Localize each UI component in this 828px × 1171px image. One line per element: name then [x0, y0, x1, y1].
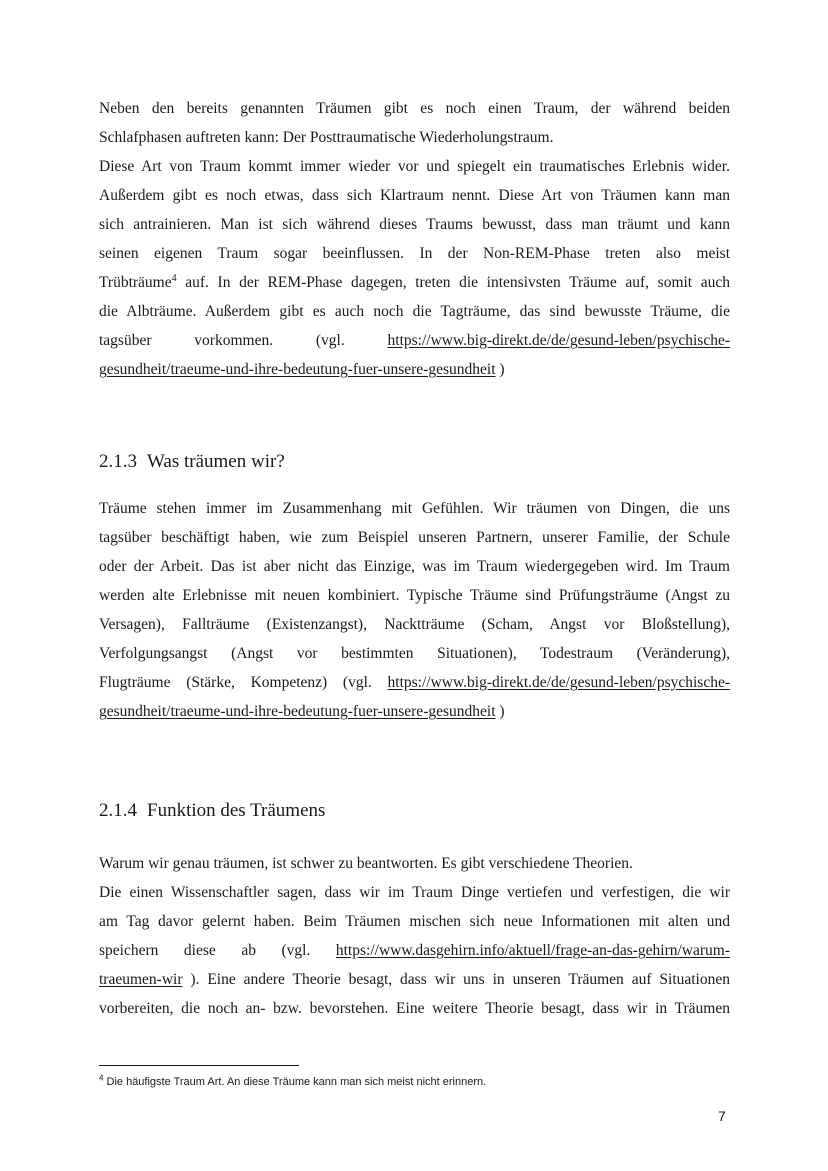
- text-line: vorbereiten, die noch an- bzw. bevorstehen. Eine weitere Theorie besagt, dass wir in Träumen: [99, 1000, 730, 1017]
- footnote-text: Die häufigste Traum Art. An diese Träume kann man sich meist nicht erinnern.: [103, 1076, 487, 1088]
- text-line: Warum wir genau träumen, ist schwer zu beantworten. Es gibt verschiedene Theorien.: [99, 855, 633, 872]
- section-heading: [99, 799, 325, 823]
- text-line: [99, 355, 730, 384]
- text-line: Diese Art von Traum kommt immer wieder vor und spiegelt ein traumatisches Erlebnis wider.: [99, 158, 730, 175]
- text-line: Verfolgungsangst (Angst vor bestimmten Situationen), Todestraum (Veränderung),: [99, 645, 730, 662]
- text-fragment: auf. In der REM-Phase dagegen, treten die intensivsten Träume auf, somit auch: [176, 274, 730, 291]
- text-line: oder der Arbeit. Das ist aber nicht das Einzige, was im Traum wiedergegeben wird. Im Traum: [99, 558, 730, 575]
- text-fragment: Trübträume: [99, 274, 172, 291]
- section-title: Funktion des Träumens: [147, 800, 326, 821]
- text-line: werden alte Erlebnisse mit neuen kombiniert. Typische Träume sind Prüfungsträume (Angst zu: [99, 587, 730, 604]
- text-line: [99, 668, 730, 697]
- text-fragment: ): [495, 703, 505, 720]
- section-number: 2.1.4: [99, 800, 137, 821]
- source-link[interactable]: https://www.dasgehirn.info/aktuell/frage-an-das-gehirn/warum-: [335, 942, 730, 959]
- text-line: sich antrainieren. Man ist sich während dieses Traums bewusst, dass man träumt und kann: [99, 216, 730, 233]
- text-line: Neben den bereits genannten Träumen gibt es noch einen Traum, der während beiden: [99, 100, 730, 117]
- source-link[interactable]: traeumen-wir: [99, 971, 183, 988]
- text-line: [99, 326, 730, 355]
- footnote-reference[interactable]: 4: [171, 272, 177, 284]
- text-line: Außerdem gibt es noch etwas, dass sich Klartraum nennt. Diese Art von Träumen kann man: [99, 187, 730, 204]
- text-fragment: speichern diese ab (vgl.: [99, 942, 311, 959]
- footnote-separator: [99, 1065, 299, 1066]
- text-line: [99, 936, 730, 965]
- text-line: [99, 697, 730, 726]
- section-heading: [99, 450, 285, 474]
- source-link[interactable]: gesundheit/traeume-und-ihre-bedeutung-fuer-unsere-gesundheit: [99, 703, 496, 720]
- text-fragment: tagsüber vorkommen. (vgl.: [99, 332, 345, 349]
- text-fragment: ): [495, 361, 505, 378]
- text-fragment: Flugträume (Stärke, Kompetenz) (vgl.: [99, 674, 372, 691]
- footnote-marker: 4: [99, 1073, 104, 1083]
- source-link[interactable]: https://www.big-direkt.de/de/gesund-leben/psychische-: [387, 332, 731, 349]
- text-line: Die einen Wissenschaftler sagen, dass wir im Traum Dinge vertiefen und verfestigen, die wir: [99, 884, 730, 901]
- text-line: Schlafphasen auftreten kann: Der Posttraumatische Wiederholungstraum.: [99, 129, 554, 146]
- text-line: Träume stehen immer im Zusammenhang mit Gefühlen. Wir träumen von Dingen, die uns: [99, 500, 730, 517]
- text-fragment: ). Eine andere Theorie besagt, dass wir uns in unseren Träumen auf Situationen: [182, 971, 730, 988]
- footnote: [99, 1075, 486, 1089]
- source-link[interactable]: gesundheit/traeume-und-ihre-bedeutung-fuer-unsere-gesundheit: [99, 361, 496, 378]
- paragraph-dream-types: [99, 94, 730, 384]
- section-title: Was träumen wir?: [147, 451, 285, 472]
- text-line: tagsüber beschäftigt haben, wie zum Beispiel unseren Partnern, unserer Familie, der Schule: [99, 529, 730, 546]
- section-number: 2.1.3: [99, 451, 137, 472]
- text-line: seinen eigenen Traum sogar beeinflussen. In der Non-REM-Phase treten also meist: [99, 245, 730, 262]
- paragraph-what-we-dream: [99, 494, 730, 726]
- page-number: 7: [718, 1108, 726, 1124]
- text-line: Versagen), Fallträume (Existenzangst), Nacktträume (Scham, Angst vor Bloßstellung),: [99, 616, 730, 633]
- text-line: die Albträume. Außerdem gibt es auch noch die Tagträume, das sind bewusste Träume, die: [99, 303, 730, 320]
- text-line: [99, 268, 730, 297]
- text-line: am Tag davor gelernt haben. Beim Träumen mischen sich neue Informationen mit alten und: [99, 913, 730, 930]
- text-line: [99, 965, 730, 994]
- source-link[interactable]: https://www.big-direkt.de/de/gesund-leben/psychische-: [387, 674, 731, 691]
- paragraph-function-of-dreaming: [99, 849, 730, 1023]
